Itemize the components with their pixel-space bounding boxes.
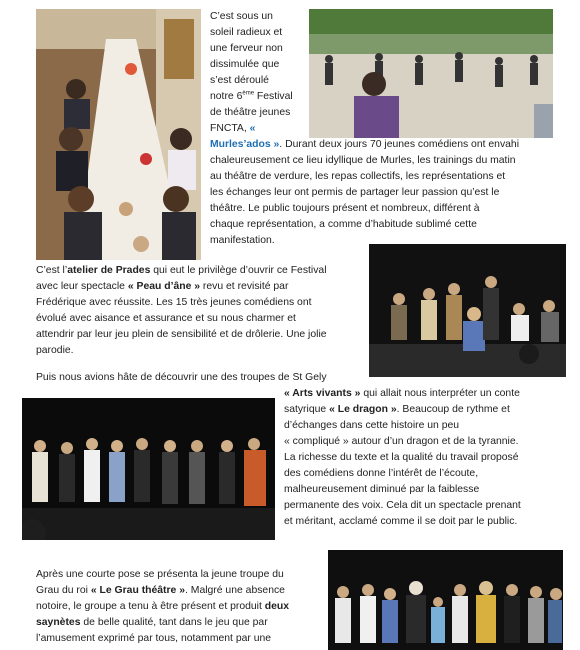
text-line: avec leur spectacle « Peau d’âne » revu et revisité par: [36, 281, 289, 292]
text-line: dissimulée que: [210, 59, 280, 70]
paragraph-grau-theatre: [36, 567, 326, 647]
text-line: « compliqué » autour d’un dragon et de la tyrannie.: [284, 436, 519, 447]
text-line: attendrir par leur jeu plein de sensibilité et de drôlerie. Une jolie: [36, 329, 327, 340]
text-line: « Arts vivants » qui allait nous interpréter un conte: [284, 388, 520, 399]
text-line: malheureusement diminué par la faiblesse: [284, 484, 480, 495]
photo-outdoor-training: [309, 9, 553, 138]
paragraph-arts-vivants: [284, 386, 574, 530]
photo-peau-d-ane: [369, 244, 566, 377]
text-line: Murles’ados ». Durant deux jours 70 jeunes comédiens ont envahi: [210, 139, 520, 150]
photo-le-dragon: [22, 398, 275, 540]
photo-le-grau-theatre: [328, 550, 563, 650]
text-line: évolué avec aisance et assurance et su nous charmer et: [36, 313, 296, 324]
text-line: C’est sous un: [210, 11, 273, 22]
text-line: et méritant, acclamé comme il se doit par le public.: [284, 516, 518, 527]
text-line: Grau du roi « Le Grau théâtre ». Malgré une absence: [36, 585, 285, 596]
text-line: d’échanges dans cette histoire un peu: [284, 420, 460, 431]
text-line: manifestation.: [210, 235, 275, 246]
paragraph-festival-intro: [210, 9, 310, 137]
photo-communal-meal: [36, 9, 201, 260]
text-line: s’est déroulé: [210, 75, 269, 86]
text-line: saynètes de belle qualité, tant dans le jeu que par: [36, 617, 268, 628]
text-line: soleil radieux et: [210, 27, 283, 38]
text-line: des comédiens donne l’intérêt de l’écoute,: [284, 468, 479, 479]
text-line: Frédérique avec réussite. Les 15 très jeunes comédiens ont: [36, 297, 312, 308]
paragraph-festival-intro-cont: [210, 137, 570, 249]
text-line: FNCTA, «: [210, 123, 256, 134]
text-line: l’amusement exprimé par tous, notamment par une: [36, 633, 272, 644]
text-line: Puis nous avions hâte de découvrir une des troupes de St Gely: [36, 372, 327, 383]
text-line: Après une courte pose se présenta la jeune troupe du: [36, 569, 284, 580]
text-line: notre 6ème Festival: [210, 90, 293, 102]
festival-name: Murles’ados »: [210, 139, 280, 150]
text-line: satyrique « Le dragon ». Beaucoup de rythme et: [284, 404, 510, 415]
paragraph-prades: [36, 263, 366, 359]
text-line: parodie.: [36, 345, 74, 356]
text-line: notoire, le groupe a tenu à être présent et produit deux: [36, 601, 290, 612]
text-line: une ferveur non: [210, 43, 283, 54]
text-line: théâtre. Le public toujours présent et nombreux, différent à: [210, 203, 480, 214]
paragraph-arts-vivants-intro: [36, 370, 366, 386]
text-line: chaque représentation, a comme d’habitude sublimé cette: [210, 219, 477, 230]
text-line: chaleureusement ce lieu idyllique de Murles, les trainings du matin: [210, 155, 516, 166]
text-line: La richesse du texte et la qualité du travail proposé: [284, 452, 519, 463]
text-line: C’est l’atelier de Prades qui eut le privilège d’ouvrir ce Festival: [36, 265, 327, 276]
text-line: permanente des voix. Cela dit un spectacle prenant: [284, 500, 521, 511]
text-line: de théâtre jeunes: [210, 107, 291, 118]
text-line: les échanges leur ont permis de partager leur passion qu’est le: [210, 187, 500, 198]
text-line: au théâtre de verdure, les repas collectifs, les représentations et: [210, 171, 506, 182]
